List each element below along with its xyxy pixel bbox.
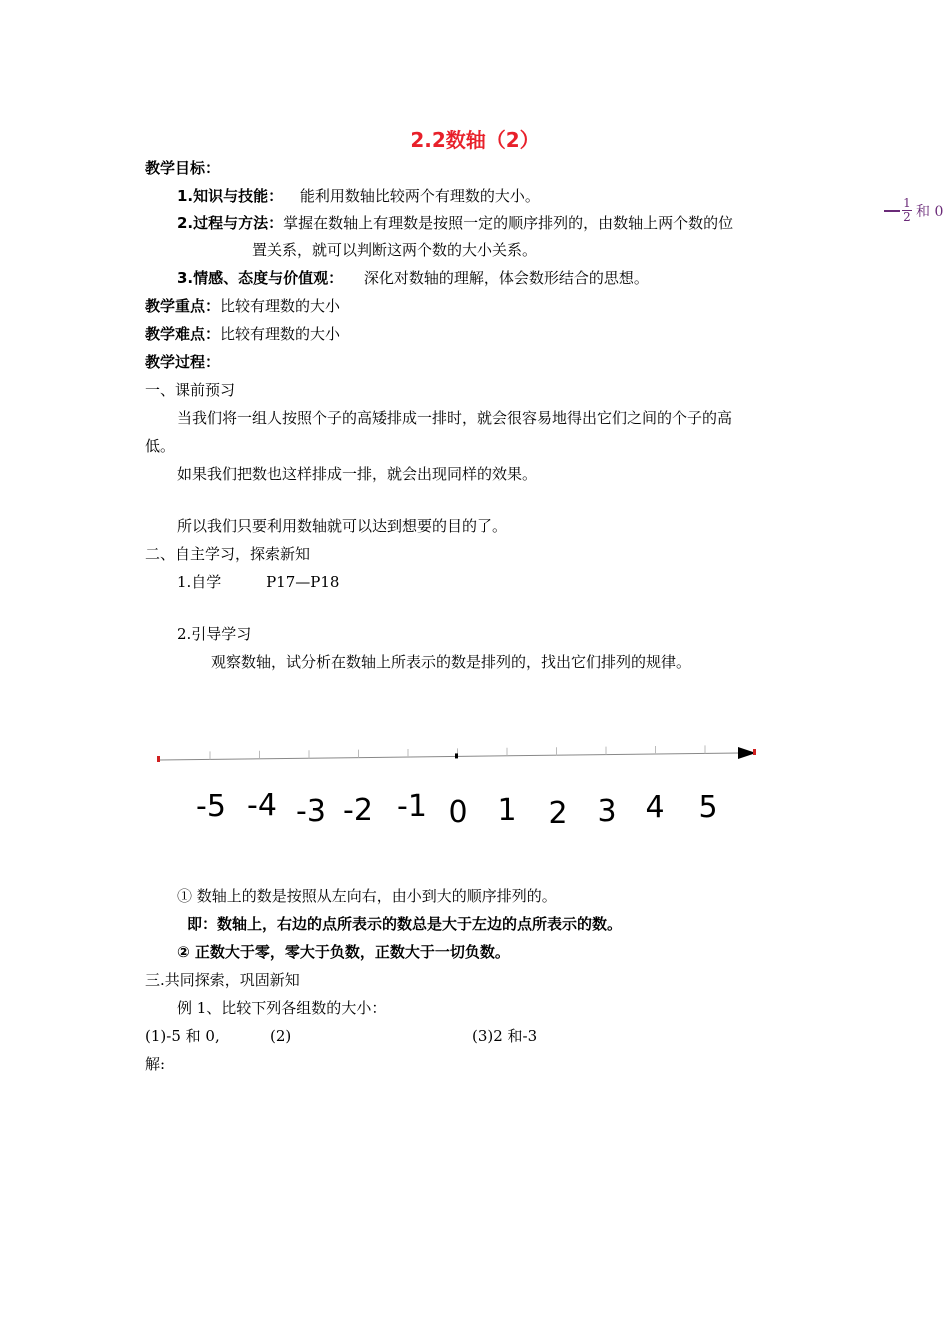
question-3: (3)2 和-3 [472, 1027, 538, 1045]
objective-1 [177, 186, 540, 206]
fraction-numerator: 1 [903, 196, 911, 210]
axis-tick-label: -5 [196, 789, 226, 824]
self-study-label: 1.自学 [177, 573, 222, 591]
axis-tick-label: 1 [497, 793, 517, 828]
section1-paragraph2: 如果我们把数也这样排成一排，就会出现同样的效果。 [177, 465, 538, 483]
question-2: (2) [270, 1027, 292, 1045]
axis-tick-label: 2 [548, 796, 568, 831]
axis-tick-label: 5 [698, 790, 718, 825]
conclusion-1: ① 数轴上的数是按照从左向右，由小到大的顺序排列的。 [177, 887, 557, 905]
objective-text: 深化对数轴的理解，体会数形结合的思想。 [363, 269, 649, 287]
objective-label: 1.知识与技能： [177, 187, 284, 205]
page-title: 2.2数轴（2） [410, 128, 540, 152]
difficulty-label: 教学难点： [145, 325, 221, 343]
key-point [145, 296, 340, 316]
objective-3 [177, 268, 649, 288]
axis-tick-label: -4 [247, 788, 277, 823]
self-study-pages: P17—P18 [266, 573, 340, 591]
self-study-item [177, 572, 339, 592]
fraction-denominator: 2 [903, 210, 911, 224]
objective-text: 掌握在数轴上有理数是按照一定的顺序排列的，由数轴上两个数的位 [283, 214, 734, 232]
example-1: 例 1、比较下列各组数的大小： [177, 999, 387, 1017]
fraction [902, 197, 912, 224]
key-point-label: 教学重点： [145, 297, 221, 315]
guided-study-label: 2.引导学习 [177, 625, 252, 643]
section2-heading: 二、自主学习，探索新知 [145, 545, 311, 563]
axis-tick-label: -1 [397, 789, 427, 824]
difficulty [145, 324, 340, 344]
origin-marker [455, 753, 458, 758]
axis-tick-label: 0 [448, 795, 468, 830]
axis-right-marker [753, 749, 756, 755]
section3-heading: 三.共同探索，巩固新知 [145, 971, 300, 989]
number-line [150, 735, 770, 835]
section1-paragraph1: 当我们将一组人按照个子的高矮排成一排时，就会很容易地得出它们之间的个子的高 [177, 409, 733, 427]
axis-left-marker [157, 756, 160, 762]
minus-sign [884, 210, 900, 212]
objective-label: 3.情感、态度与价值观： [177, 269, 344, 287]
axis-tick-label: -2 [343, 793, 373, 828]
guided-study-text: 观察数轴，试分析在数轴上所表示的数是排列的，找出它们排列的规律。 [211, 653, 692, 671]
question-1: (1)-5 和 0, [145, 1027, 220, 1045]
axis-tick-label: -3 [296, 794, 326, 829]
section1-paragraph3: 所以我们只要利用数轴就可以达到想要的目的了。 [177, 517, 508, 535]
section1-heading: 一、课前预习 [145, 381, 236, 399]
objective-text: 能利用数轴比较两个有理数的大小。 [299, 187, 540, 205]
objective-2 [177, 213, 733, 233]
conclusion-2: 即：数轴上，右边的点所表示的数总是大于左边的点所表示的数。 [187, 915, 623, 933]
objectives-heading: 教学目标： [145, 159, 221, 177]
process-heading: 教学过程： [145, 353, 221, 371]
objective-label: 2.过程与方法： [177, 214, 284, 232]
side-fraction-note [884, 197, 943, 224]
axis-line [159, 753, 740, 760]
axis-tick-label: 3 [597, 794, 617, 829]
axis-tick-label: 4 [645, 790, 665, 825]
difficulty-text: 比较有理数的大小 [220, 325, 341, 343]
objective-2-continued: 置关系，就可以判断这两个数的大小关系。 [252, 241, 538, 259]
side-note-text: 和 0 [916, 203, 944, 220]
section1-paragraph1-end: 低。 [145, 437, 176, 455]
conclusion-3: ② 正数大于零，零大于负数，正数大于一切负数。 [177, 943, 510, 961]
answer-label: 解: [145, 1055, 166, 1073]
key-point-text: 比较有理数的大小 [220, 297, 341, 315]
